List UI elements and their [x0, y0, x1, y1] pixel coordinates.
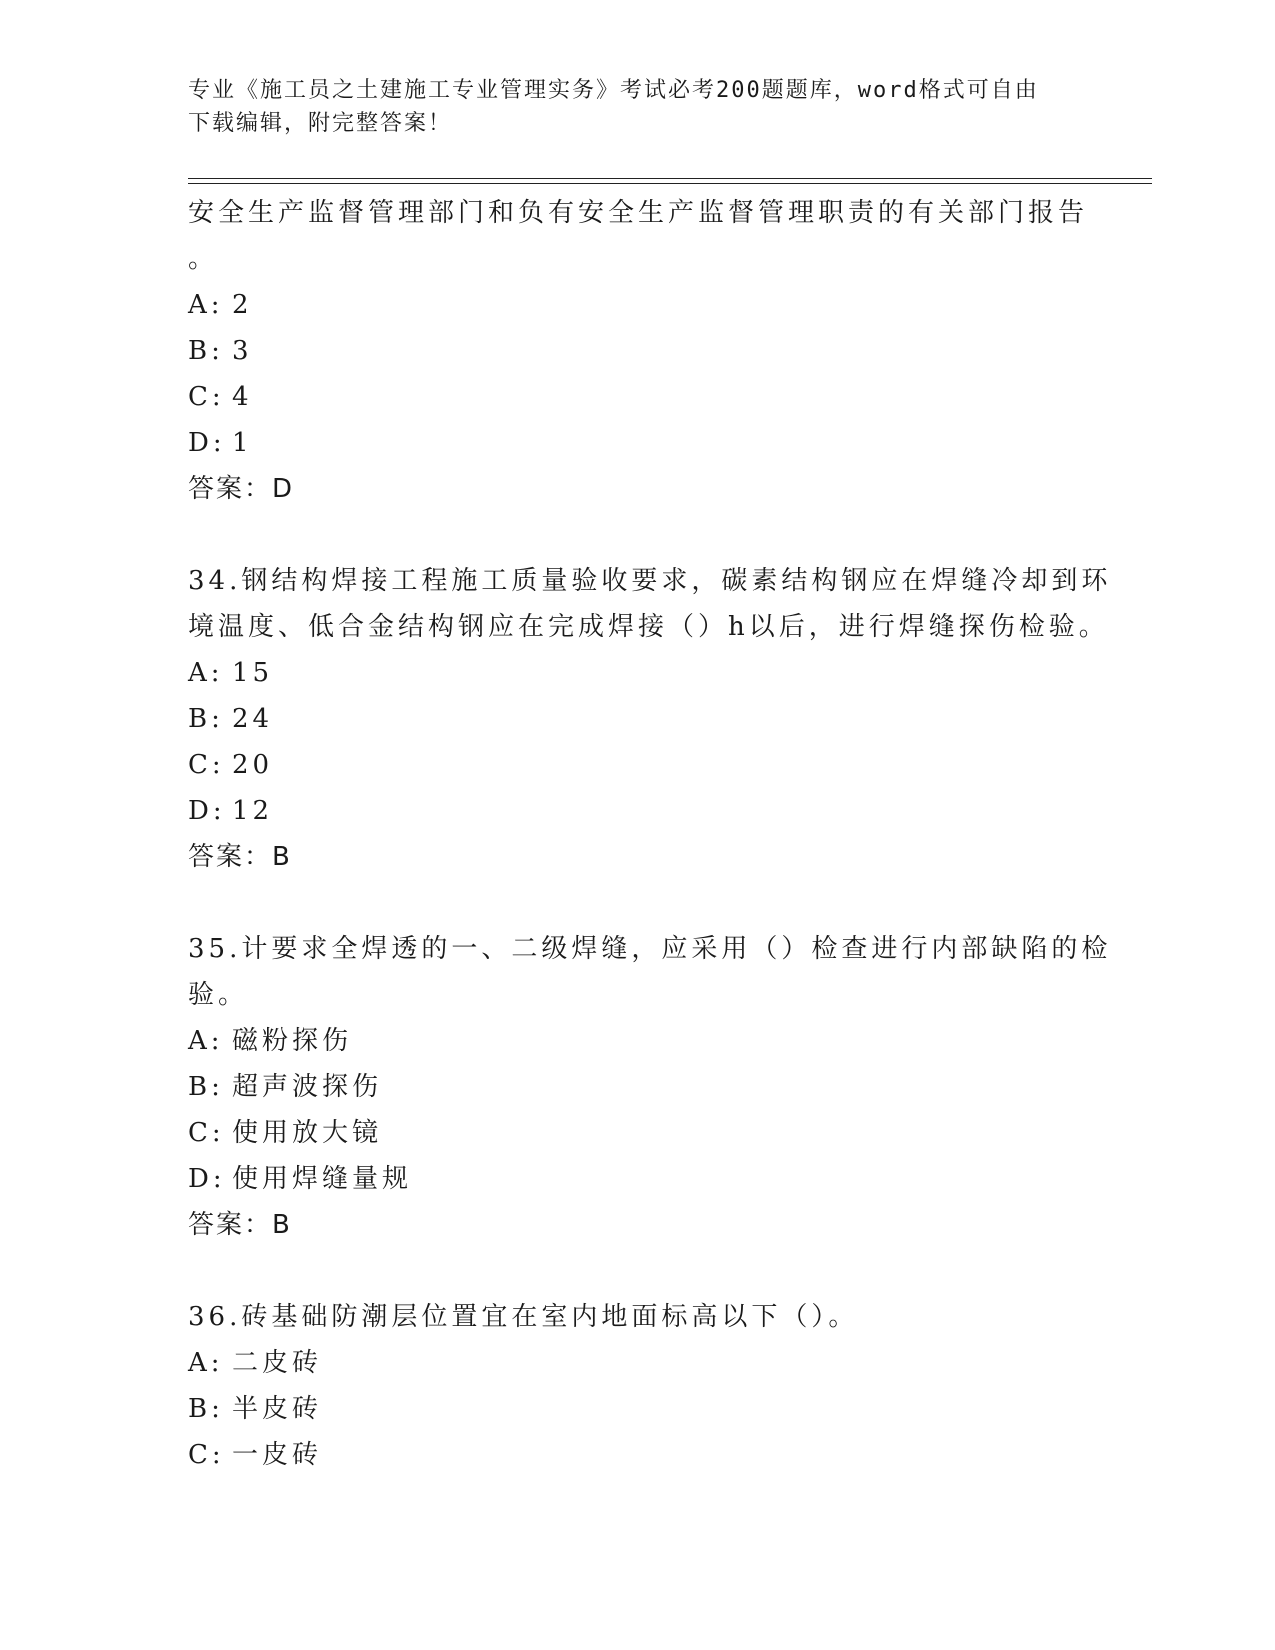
option-a — [188, 282, 1088, 328]
header-divider-bottom — [188, 183, 1152, 184]
option-letter: C: — [188, 382, 225, 412]
option-c — [188, 374, 1088, 420]
option-text: 1 — [232, 428, 253, 458]
question-list — [188, 190, 1112, 1478]
answer-line: 答案：B — [188, 842, 292, 872]
question-text-line: 34.钢结构焊接工程施工质量验收要求，碳素结构钢应在焊缝冷却到环 — [188, 566, 1112, 596]
question-text-line: 安全生产监督管理部门和负有安全生产监督管理职责的有关部门报告 — [188, 198, 1089, 228]
option-text: 使用放大镜 — [232, 1118, 383, 1148]
option-a — [188, 1018, 1088, 1064]
option-letter: D: — [188, 428, 226, 458]
document-header — [188, 74, 1088, 140]
question-text-line: 36.砖基础防潮层位置宜在室内地面标高以下（）。 — [188, 1302, 859, 1332]
option-letter: B: — [188, 336, 224, 366]
option-c — [188, 742, 1088, 788]
option-text: 24 — [232, 704, 274, 734]
option-text: 一皮砖 — [232, 1440, 323, 1470]
option-letter: B: — [188, 1394, 224, 1424]
option-d — [188, 788, 1088, 834]
option-a — [188, 1340, 1088, 1386]
option-c — [188, 1432, 1088, 1478]
option-letter: B: — [188, 1072, 224, 1102]
option-letter: A: — [188, 1026, 224, 1056]
option-text: 20 — [232, 750, 274, 780]
option-b — [188, 1386, 1088, 1432]
question-text-line: 35.计要求全焊透的一、二级焊缝，应采用（）检查进行内部缺陷的检 — [188, 934, 1112, 964]
header-line-2: 下载编辑，附完整答案！ — [188, 111, 453, 136]
answer-line: 答案：B — [188, 1210, 292, 1240]
question-36 — [188, 1294, 1088, 1478]
header-divider-top — [188, 178, 1152, 179]
option-text: 4 — [232, 382, 253, 412]
question-spacer — [188, 880, 1088, 926]
option-text: 磁粉探伤 — [232, 1026, 353, 1056]
option-text: 12 — [232, 796, 274, 826]
header-line-1: 专业《施工员之土建施工专业管理实务》考试必考200题题库，word格式可自由 — [188, 78, 1039, 103]
option-text: 15 — [232, 658, 274, 688]
option-text: 3 — [232, 336, 253, 366]
option-c — [188, 1110, 1088, 1156]
option-b — [188, 696, 1088, 742]
question-35 — [188, 926, 1112, 1248]
option-d — [188, 1156, 1088, 1202]
question-text-line: 验。 — [188, 980, 249, 1010]
option-letter: A: — [188, 658, 224, 688]
option-b — [188, 1064, 1088, 1110]
answer-line: 答案：D — [188, 474, 295, 504]
option-d — [188, 420, 1088, 466]
question-34 — [188, 558, 1112, 880]
question-spacer — [188, 512, 1088, 558]
option-letter: C: — [188, 1118, 225, 1148]
option-text: 超声波探伤 — [232, 1072, 383, 1102]
option-letter: D: — [188, 1164, 226, 1194]
question-text-line: 。 — [188, 244, 219, 274]
option-text: 二皮砖 — [232, 1348, 323, 1378]
option-b — [188, 328, 1088, 374]
option-letter: C: — [188, 750, 225, 780]
option-letter: B: — [188, 704, 224, 734]
question-block-continued — [188, 190, 1088, 512]
question-spacer — [188, 1248, 1088, 1294]
option-text: 使用焊缝量规 — [232, 1164, 413, 1194]
option-letter: C: — [188, 1440, 225, 1470]
question-text-line: 境温度、低合金结构钢应在完成焊接（）h以后，进行焊缝探伤检验。 — [188, 612, 1109, 642]
option-letter: A: — [188, 290, 224, 320]
option-text: 2 — [232, 290, 253, 320]
option-text: 半皮砖 — [232, 1394, 323, 1424]
option-letter: D: — [188, 796, 226, 826]
option-letter: A: — [188, 1348, 224, 1378]
option-a — [188, 650, 1088, 696]
